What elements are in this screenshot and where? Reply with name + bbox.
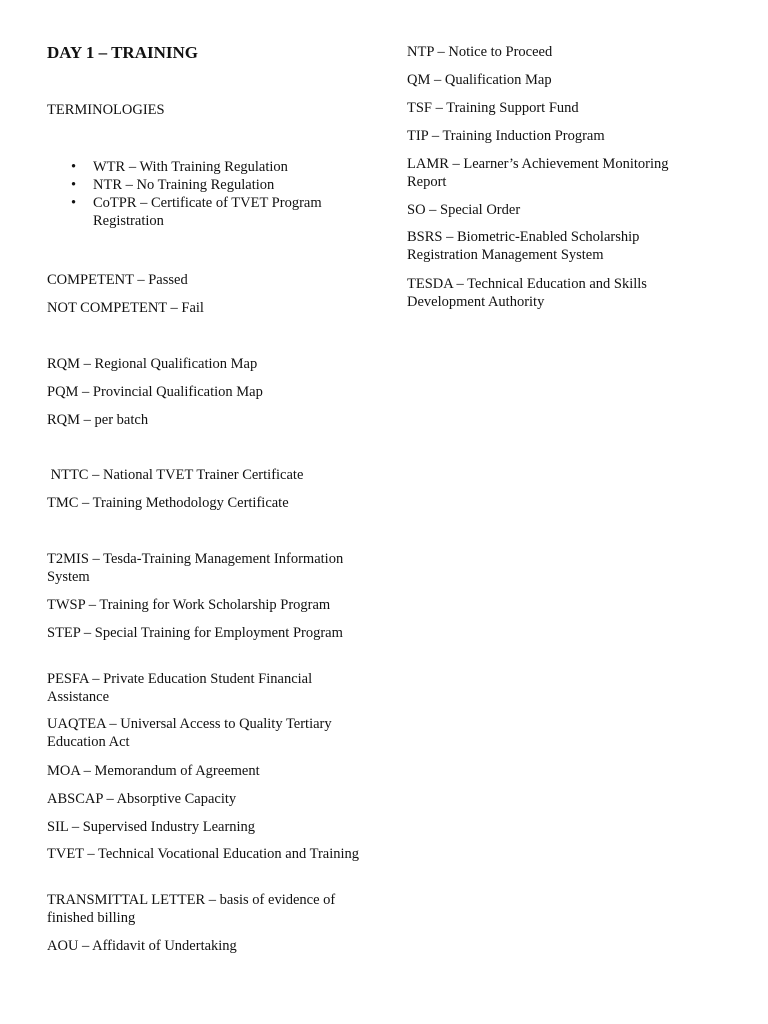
bullet-item: • NTR – No Training Regulation xyxy=(47,176,362,194)
term-entry: T2MIS – Tesda-Training Management Information System xyxy=(47,551,344,585)
term-entry: QM – Qualification Map xyxy=(407,72,552,88)
term-entry: MOA – Memorandum of Agreement xyxy=(47,763,260,779)
term-entry: SO – Special Order xyxy=(407,202,521,218)
term-entry: ABSCAP – Absorptive Capacity xyxy=(47,791,237,807)
term-entry: RQM – per batch xyxy=(47,412,149,428)
term-entry: TRANSMITTAL LETTER – basis of evidence of finished billing xyxy=(47,892,336,926)
term-entry: AOU – Affidavit of Undertaking xyxy=(47,938,237,954)
term-entry: UAQTEA – Universal Access to Quality Tertiary Education Act xyxy=(47,716,332,750)
bullet-item: • CoTPR – Certificate of TVET Program Registration xyxy=(47,194,362,230)
term-entry: NTTC – National TVET Trainer Certificate xyxy=(47,467,304,483)
bullet-item: • WTR – With Training Regulation xyxy=(47,158,362,176)
section-label: TERMINOLOGIES xyxy=(47,102,165,118)
term-entry: TESDA – Technical Education and Skills Development Authority xyxy=(407,276,647,310)
term-entry: BSRS – Biometric-Enabled Scholarship Registration Management System xyxy=(407,229,640,263)
term-entry: LAMR – Learner’s Achievement Monitoring Report xyxy=(407,156,669,190)
term-entry: STEP – Special Training for Employment Program xyxy=(47,625,343,641)
term-entry: NOT COMPETENT – Fail xyxy=(47,300,204,316)
term-entry: TMC – Training Methodology Certificate xyxy=(47,495,289,511)
term-entry: TIP – Training Induction Program xyxy=(407,128,605,144)
term-entry: TWSP – Training for Work Scholarship Program xyxy=(47,597,331,613)
term-entry: RQM – Regional Qualification Map xyxy=(47,356,258,372)
term-entry: PQM – Provincial Qualification Map xyxy=(47,384,263,400)
term-entry: TSF – Training Support Fund xyxy=(407,100,579,116)
term-entry: SIL – Supervised Industry Learning xyxy=(47,819,256,835)
term-entry: PESFA – Private Education Student Financial Assistance xyxy=(47,671,313,705)
bullet-list xyxy=(47,158,362,230)
term-entry: COMPETENT – Passed xyxy=(47,272,188,288)
term-entry: TVET – Technical Vocational Education and Training xyxy=(47,846,360,862)
term-entry: NTP – Notice to Proceed xyxy=(407,44,553,60)
page-title: DAY 1 – TRAINING xyxy=(47,43,198,62)
